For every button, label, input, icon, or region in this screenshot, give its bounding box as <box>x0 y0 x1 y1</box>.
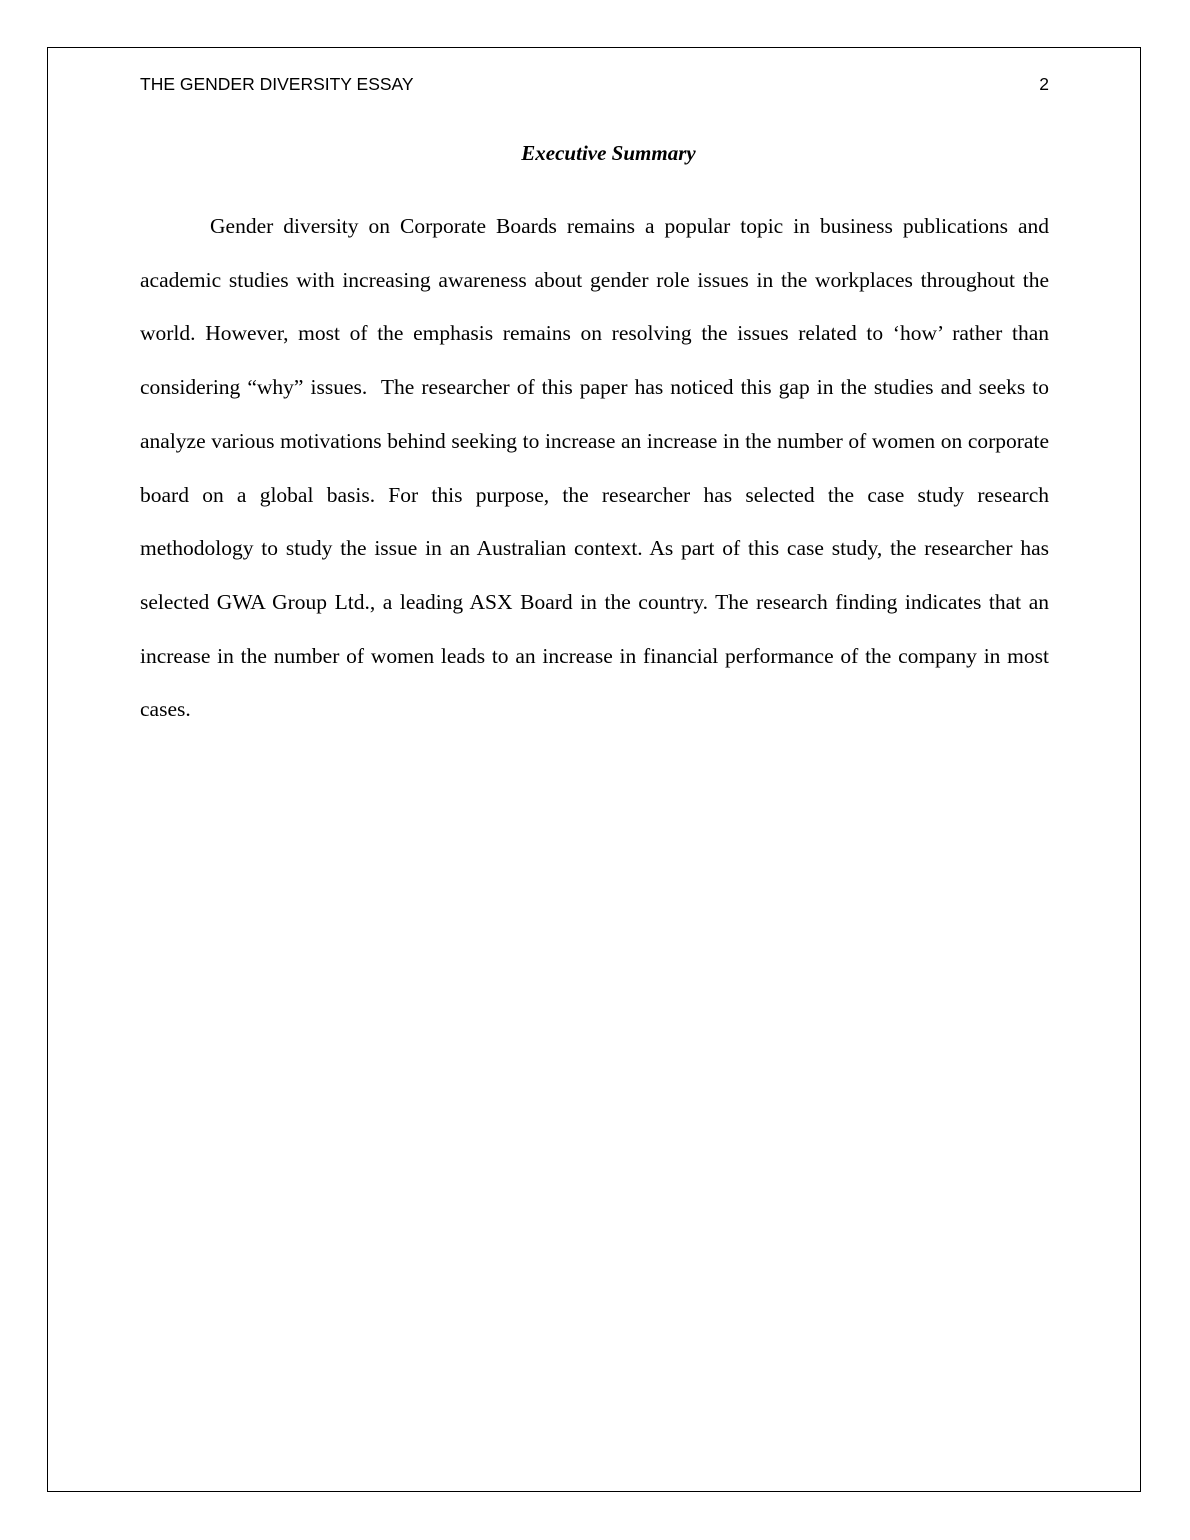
page-number: 2 <box>1039 74 1049 94</box>
section-title: Executive Summary <box>521 141 696 165</box>
running-head: THE GENDER DIVERSITY ESSAY <box>140 74 414 94</box>
executive-summary-paragraph: Gender diversity on Corporate Boards remains a popular topic in business publications and academic studies with increasing awareness about gender role issues in the workplaces throughout the world. However, most of the emphasis remains on resolving the issues related to ‘how’ rather than considering “why” issues. The researcher of this paper has noticed this gap in the studies and seeks to analyze various motivations behind seeking to increase an increase in the number of women on corporate board on a global basis. For this purpose, the researcher has selected the case study research methodology to study the issue in an Australian context. As part of this case study, the researcher has selected GWA Group Ltd., a leading ASX Board in the country. The research finding indicates that an increase in the number of women leads to an increase in financial performance of the company in most cases. <box>140 214 1049 722</box>
